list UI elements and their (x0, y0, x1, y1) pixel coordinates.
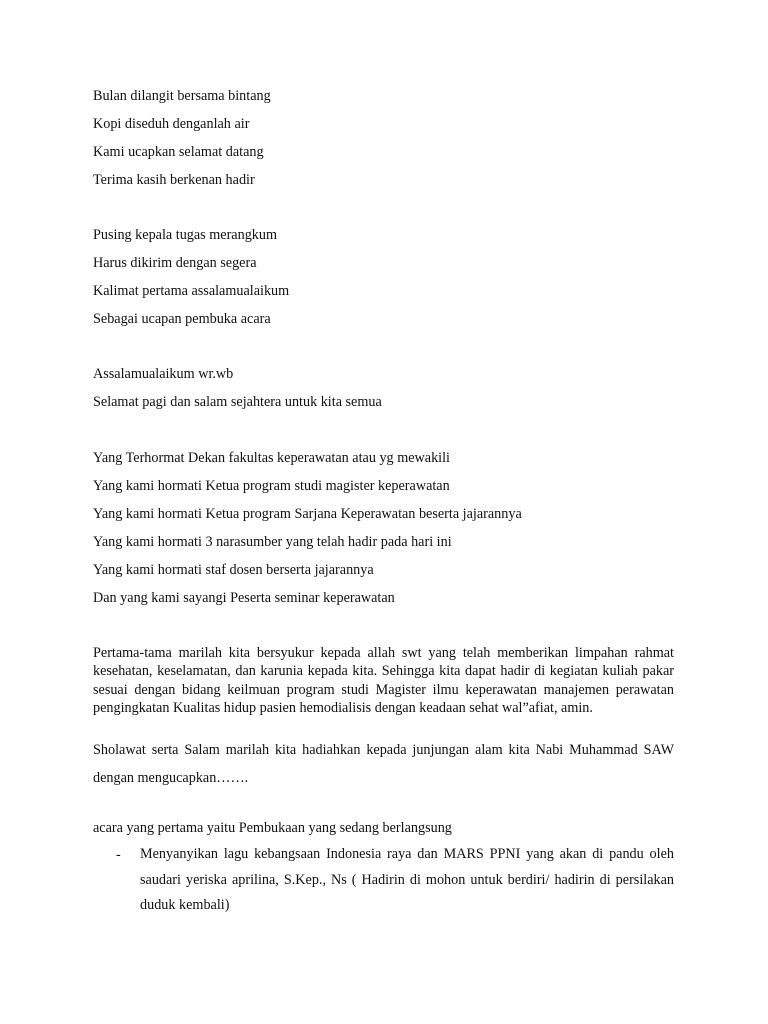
pantun-line: Pusing kepala tugas merangkum (93, 227, 278, 243)
pantun-line: Harus dikirim dengan segera (93, 255, 257, 271)
greeting-line: Selamat pagi dan salam sejahtera untuk kita semua (93, 394, 382, 410)
pantun-line: Bulan dilangit bersama bintang (93, 88, 271, 104)
pantun-line: Terima kasih berkenan hadir (93, 172, 255, 188)
pantun-line: Kalimat pertama assalamualaikum (93, 283, 290, 299)
pantun-line: Kopi diseduh denganlah air (93, 116, 250, 132)
pantun-line: Kami ucapkan selamat datang (93, 144, 264, 160)
honorific-line: Yang kami hormati Ketua program studi magister keperawatan (93, 478, 450, 494)
agenda-intro: acara yang pertama yaitu Pembukaan yang sedang berlangsung (93, 820, 452, 836)
greeting-line: Assalamualaikum wr.wb (93, 366, 234, 382)
sholawat-paragraph: Sholawat serta Salam marilah kita hadiahkan kepada junjungan alam kita Nabi Muhammad SAW dengan mengucapkan……. (93, 742, 674, 786)
honorific-line: Yang kami hormati Ketua program Sarjana Keperawatan beserta jajarannya (93, 506, 522, 522)
honorific-line: Yang Terhormat Dekan fakultas keperawatan atau yg mewakili (93, 450, 450, 466)
list-item-marker: - (116, 847, 121, 863)
honorific-line: Yang kami hormati 3 narasumber yang telah hadir pada hari ini (93, 534, 452, 550)
honorific-line: Yang kami hormati staf dosen berserta jajarannya (93, 562, 374, 578)
honorific-line: Dan yang kami sayangi Peserta seminar keperawatan (93, 590, 395, 606)
list-item: Menyanyikan lagu kebangsaan Indonesia raya dan MARS PPNI yang akan di pandu oleh saudari yeriska aprilina, S.Kep., Ns ( Hadirin di mohon untuk berdiri/ hadirin di persilakan duduk kembali) (140, 846, 674, 913)
opening-paragraph: Pertama-tama marilah kita bersyukur kepada allah swt yang telah memberikan limpahan rahmat kesehatan, keselamatan, dan karunia kepada kita. Sehingga kita dapat hadir di kegiatan kuliah pakar sesuai dengan bidang keilmuan program studi Magister ilmu keperawatan manajemen perawatan pengingkatan Kualitas hidup pasien hemodialisis dengan keadaan sehat wal”afiat, amin. (93, 645, 674, 716)
pantun-line: Sebagai ucapan pembuka acara (93, 311, 271, 327)
